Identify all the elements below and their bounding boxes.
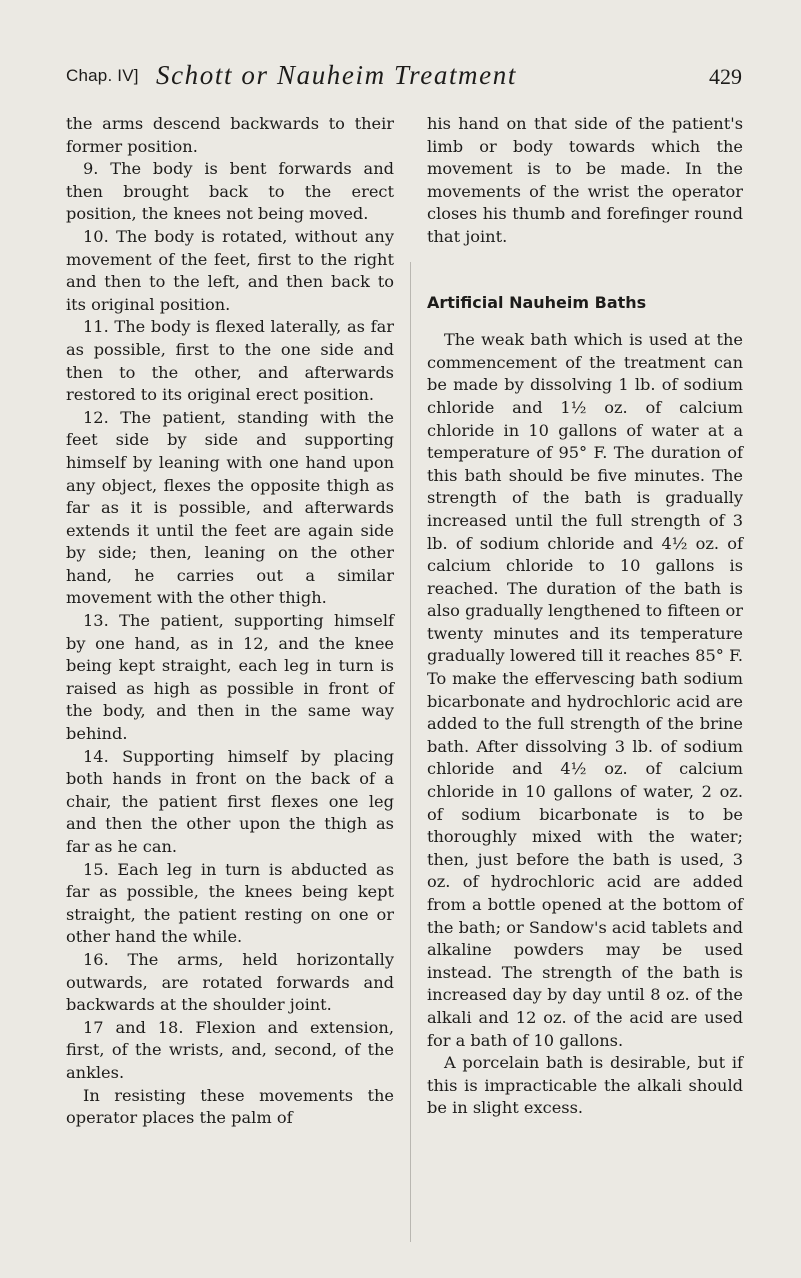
paragraph-porcelain: A porcelain bath is desirable, but if this is impracticable the alkali should be in slight excess. — [427, 1053, 743, 1118]
right-column — [427, 113, 743, 1120]
paragraph-resisting: In resisting these movements the operator places the palm of — [66, 1085, 394, 1128]
page-number: 429 — [709, 64, 742, 89]
exercise-16: 16. The arms, held horizontally outwards, are rotated forwards and backwards at the shoulder joint. — [66, 949, 394, 1015]
exercise-10: 10. The body is rotated, without any movement of the feet, first to the right and then to the left, and then back to its original position. — [66, 226, 394, 314]
chapter-label: Chap. IV] — [66, 66, 139, 85]
exercise-15: 15. Each leg in turn is abducted as far as possible, the knees being kept straight, the patient resting on one or other hand the while. — [66, 859, 394, 947]
section-heading: Artificial Nauheim Baths — [427, 292, 647, 312]
paragraph: the arms descend backwards to their former position. — [66, 114, 394, 156]
running-title: Schott or Nauheim Treatment — [156, 60, 517, 90]
exercise-13: 13. The patient, supporting himself by one hand, as in 12, and the knee being kept straight, each leg in turn is raised as high as possible in front of the body, and then in the same way behind. — [66, 611, 394, 744]
paragraph-bath-recipe: The weak bath which is used at the commencement of the treatment can be made by dissolving 1 lb. of sodium chloride and 1½ oz. of calcium chloride in 10 gallons of water at a temperature of 95° F. The duration of this bath should be five minutes. The strength of the bath is gradually increased until the full strength of 3 lb. of sodium chloride and 4½ oz. of calcium chloride to 10 gallons is reached. The duration of the bath is also gradually lengthened to fifteen or twenty minutes and its temperature gradually lowered till it reaches 85° F. To make the effervescing bath sodium bicarbonate and hydrochloric acid are added to the full strength of the brine bath. After dissolving 3 lb. of sodium chloride and 4½ oz. of calcium chloride in 10 gallons of water, 2 oz. of sodium bicarbonate is to be thoroughly mixed with the water; then, just before the bath is used, 3 oz. of hydrochloric acid are added from a bottle opened at the bottom of the bath; or Sandow's acid tablets and alkaline powders may be used instead. The strength of the bath is increased day by day until 8 oz. of the alkali and 12 oz. of the acid are used for a bath of 10 gallons. — [427, 330, 743, 1050]
running-header — [66, 60, 742, 100]
exercise-12: 12. The patient, standing with the feet side by side and supporting himself by leaning with one hand upon any object, flexes the opposite thigh as far as it is possible, and afterwards extends it until the feet are again side by side; then, leaning on the other hand, he carries out a similar movement with the other thigh. — [66, 407, 394, 608]
column-divider — [410, 262, 411, 1242]
exercise-9: 9. The body is bent forwards and then brought back to the erect position, the knees not being moved. — [66, 159, 394, 224]
left-column — [66, 113, 394, 1130]
exercise-14: 14. Supporting himself by placing both hands in front on the back of a chair, the patient first flexes one leg and then the other upon the thigh as far as he can. — [66, 746, 394, 856]
exercise-17-18: 17 and 18. Flexion and extension, first, of the wrists, and, second, of the ankles. — [66, 1017, 394, 1082]
exercise-11: 11. The body is flexed laterally, as far as possible, first to the one side and then to the other, and afterwards restored to its original erect position. — [66, 317, 394, 405]
paragraph-continued: his hand on that side of the patient's limb or body towards which the movement is to be made. In the movements of the wrist the operator closes his thumb and forefinger round that joint. — [427, 114, 743, 246]
